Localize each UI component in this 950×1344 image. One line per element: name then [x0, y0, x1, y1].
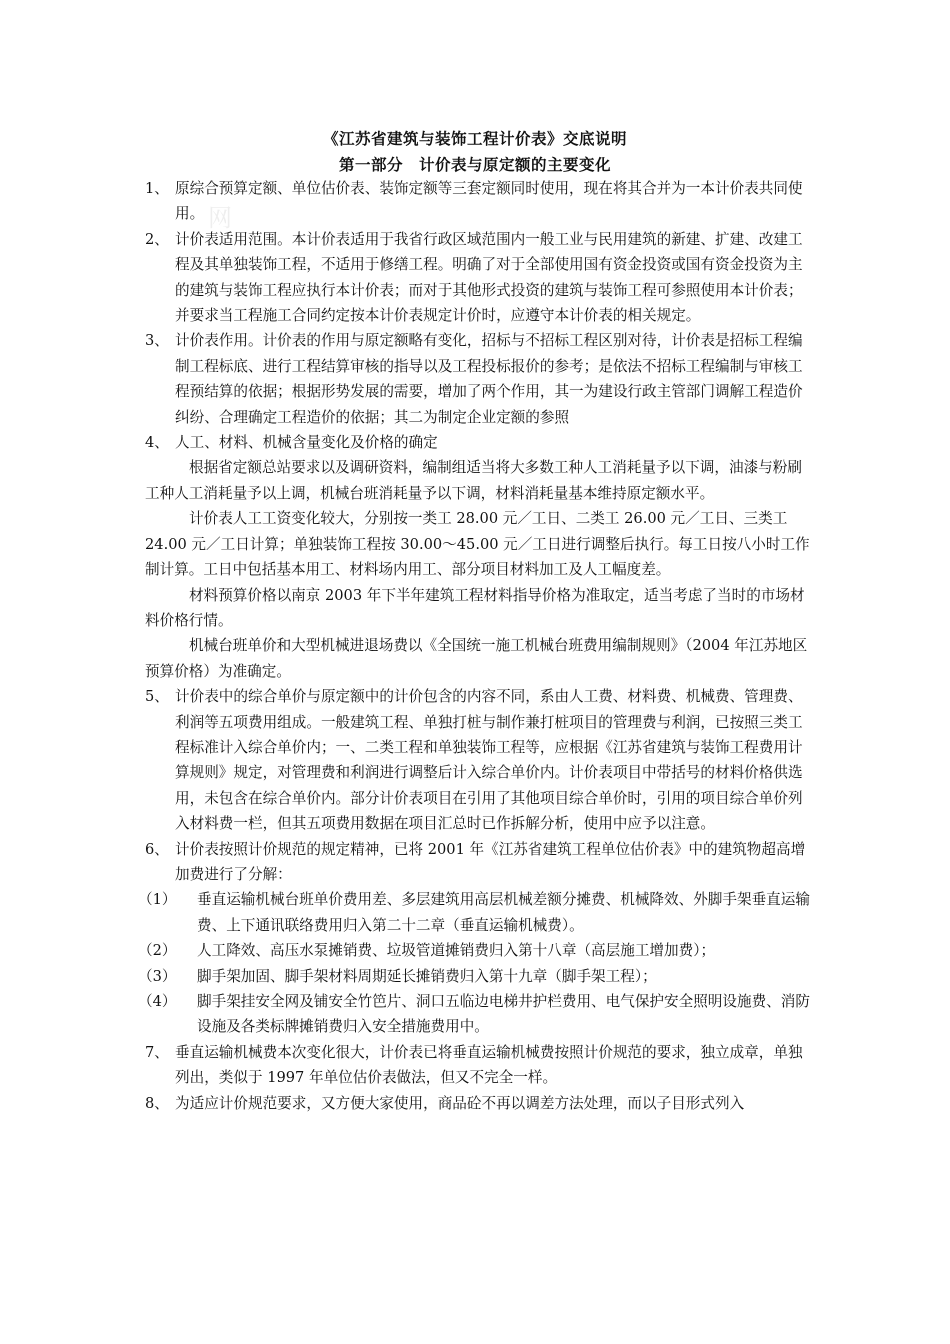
item-number: 3、	[145, 332, 169, 350]
item-text: 原综合预算定额、单位估价表、装饰定额等三套定额同时使用，现在将其合并为一本计价表共同使用。	[175, 180, 803, 223]
item-text: 计价表适用范围。本计价表适用于我省行政区域范围内一般工业与民用建筑的新建、扩建、改建工程及其单独装饰工程，不适用于修缮工程。明确了对于全部使用国有资金投资或国有资金投资为主的建筑与装饰工程应执行本计价表；而对于其他形式投资的建筑与装饰工程可参照使用本计价表；并要求当工程施工合同约定按本计价表规定计价时，应遵守本计价表的相关规定。	[175, 230, 803, 325]
sub-item-number: （4）	[138, 993, 177, 1010]
paragraph: 根据省定额总站要求以及调研资料，编制组适当将大多数工种人工消耗量予以下调，油漆与粉刷工种人工消耗量予以上调，机械台班消耗量予以下调，材料消耗量基本维持原定额水平。	[145, 459, 802, 502]
sub-item-text: 脚手架挂安全网及铺安全竹笆片、洞口五临边电梯井护栏费用、电气保护安全照明设施费、消防设施及各类标牌摊销费归入安全措施费用中。	[197, 993, 810, 1036]
item-text: 垂直运输机械费本次变化很大，计价表已将垂直运输机械费按照计价规范的要求，独立成章，单独列出，类似于 1997 年单位估价表做法，但又不完全一样。	[175, 1043, 803, 1087]
item-number: 5、	[145, 688, 169, 706]
list-item	[145, 328, 810, 430]
sub-item-number: （1）	[138, 891, 177, 909]
paragraph: 机械台班单价和大型机械进退场费以《全国统一施工机械台班费用编制规则》（2004 年江苏地区预算价格）为准确定。	[145, 637, 808, 680]
item-text: 计价表作用。计价表的作用与原定额略有变化，招标与不招标工程区别对待，计价表是招标工程编制工程标底、进行工程结算审核的指导以及工程投标报价的参考；是依法不招标工程编制与审核工程预结算的依据；根据形势发展的需要，增加了两个作用，其一为建设行政主管部门调解工程造价纠纷、合理确定工程造价的依据；其二为制定企业定额的参照	[175, 332, 803, 426]
item-text: 人工、材料、机械含量变化及价格的确定	[175, 434, 438, 452]
item-text: 计价表按照计价规范的规定精神，已将 2001 年《江苏省建筑工程单位估价表》中的建筑物超高增加费进行了分解：	[175, 840, 806, 883]
document-title: 《江苏省建筑与装饰工程计价表》交底说明	[322, 129, 627, 148]
list-item	[145, 684, 810, 836]
list-item	[145, 430, 810, 455]
watermark: 网	[208, 204, 232, 232]
sub-item-number: （2）	[138, 942, 177, 960]
section-heading: 第一部分 计价表与原定额的主要变化	[338, 155, 611, 174]
item-number: 2、	[145, 230, 169, 248]
sub-item	[138, 964, 810, 989]
sub-item-text: 脚手架加固、脚手架材料周期延长摊销费归入第十九章（脚手架工程）；	[197, 967, 657, 985]
sub-item	[138, 989, 810, 1040]
item-number: 1、	[145, 180, 169, 197]
item-text: 为适应计价规范要求，又方便大家使用，商品砼不再以调差方法处理，而以子目形式列入	[175, 1094, 745, 1112]
list-item	[145, 1091, 810, 1116]
sub-item-text: 人工降效、高压水泵摊销费、垃圾管道摊销费归入第十八章（高层施工增加费）；	[197, 942, 716, 960]
item-number: 4、	[145, 434, 169, 452]
document-body	[138, 176, 810, 1116]
item-number: 7、	[145, 1043, 169, 1061]
list-item	[145, 837, 810, 888]
sub-item-text: 垂直运输机械台班单价费用差、多层建筑用高层机械差额分摊费、机械降效、外脚手架垂直运输费、上下通讯联络费用归入第二十二章（垂直运输机械费）。	[197, 891, 810, 934]
item-text: 计价表中的综合单价与原定额中的计价包含的内容不同，系由人工费、材料费、机械费、管理费、利润等五项费用组成。一般建筑工程、单独打桩与制作兼打桩项目的管理费与利润，已按照三类工程标准计入综合单价内；一、二类工程和单独装饰工程等，应根据《江苏省建筑与装饰工程费用计算规则》规定，对管理费和利润进行调整后计入综合单价内。计价表项目中带括号的材料价格供选用，未包含在综合单价内。部分计价表项目在引用了其他项目综合单价时，引用的项目综合单价列入材料费一栏，但其五项费用数据在项目汇总时已作拆解分析，使用中应予以注意。	[175, 688, 803, 833]
sub-item	[138, 887, 810, 938]
list-item	[145, 1040, 810, 1091]
paragraph: 材料预算价格以南京 2003 年下半年建筑工程材料指导价格为准取定，适当考虑了当时的市场材料价格行情。	[145, 586, 805, 629]
sub-item	[138, 938, 810, 963]
list-item	[145, 176, 810, 227]
item-number: 6、	[145, 840, 169, 858]
paragraph: 计价表人工工资变化较大，分别按一类工 28.00 元／工日、二类工 26.00 元／工日、三类工 24.00 元／工日计算；单独装饰工程按 30.00～45.00 元／工日进行调整后执行。每工日按八小时工作制计算。工日中包括基本用工、材料场内用工、部分项目材料加工及人工幅度差。	[145, 510, 810, 579]
sub-item-number: （3）	[138, 967, 177, 985]
item-number: 8、	[145, 1094, 169, 1112]
list-item	[145, 227, 810, 329]
